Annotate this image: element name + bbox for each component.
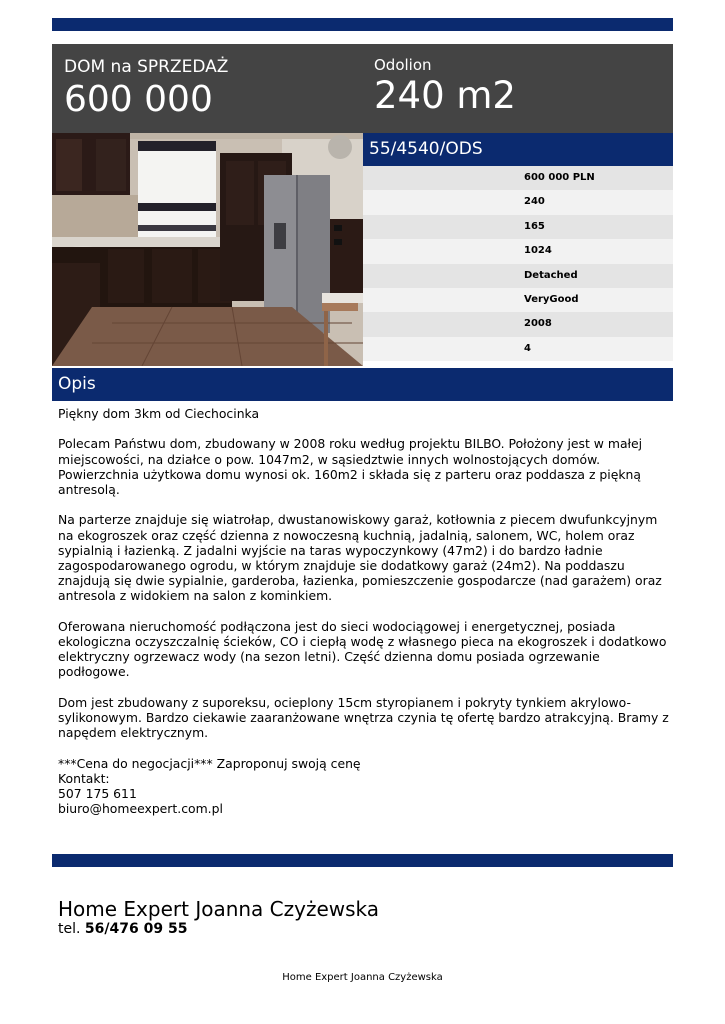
detail-price: 600 000 PLN [363, 166, 673, 190]
agent-phone: 56/476 09 55 [84, 921, 188, 937]
description-paragraph-1: Polecam Państwu dom, zbudowany w 2008 roku według projektu BILBO. Położony jest w małej miejscowości, na działce o pow. 1047m2, w sąsiedztwie innych wolnostojących domów. Powierzchnia użytkowa domu wynosi ok. 160m2 i składa się z parteru oraz poddasza z piękną antresolą. [58, 436, 643, 497]
detail-plot-area: 1024 [363, 239, 673, 263]
page-footer: Home Expert Joanna Czyżewska [282, 972, 443, 983]
details-table [363, 166, 673, 361]
detail-usable-area: 165 [363, 215, 673, 239]
top-accent-bar [52, 18, 673, 31]
contact-email: biuro@homeexpert.com.pl [58, 801, 223, 817]
listing-price: 600 000 [64, 79, 213, 120]
kitchen-photo-icon [52, 133, 363, 366]
listing-area: 240 m2 [374, 74, 516, 117]
description-negotiation: ***Cena do negocjacji*** Zaproponuj swoją cenę [58, 755, 361, 771]
header-left [64, 57, 228, 122]
agent-tel-label: tel. [58, 921, 81, 937]
description-paragraph-3: Oferowana nieruchomość podłączona jest do sieci wodociągowej i energetycznej, posiada ekologiczna oczyszczalnię ścieków, CO i ciepłą wodę z własnego pieca na ekogroszek i dodatkowo elektryczny ogrzewacz wody (na sezon letni). Część dzienna domu posiada ogrzewanie podłogowe. [58, 618, 667, 680]
detail-area: 240 [363, 190, 673, 214]
detail-condition: VeryGood [363, 288, 673, 312]
section-title: Opis [52, 368, 673, 401]
agent-phone-line [58, 921, 379, 938]
description-paragraph-4: Dom jest zbudowany z suporeksu, ocieplony 15cm styropianem i pokryty tynkiem akrylowo-sylikonowym. Bardzo ciekawie zaaranżowane wnętrza czynia tę ofertę bardzo atrakcyjną. Bramy z napędem elektrycznym. [58, 694, 669, 741]
listing-header [52, 44, 673, 133]
contact-label: Kontakt: [58, 770, 110, 786]
contact-phone: 507 175 611 [58, 786, 137, 801]
listing-city: Odolion [374, 56, 432, 74]
description [58, 406, 670, 816]
description-paragraph-2: Na parterze znajduje się wiatrołap, dwustanowiskowy garaż, kotłownia z piecem dwufunkcyjnym na ekogroszek oraz część dzienna z nowoczesną kuchnią, jadalnią, salonem, WC, holem oraz sypialnią i łazienką. Z jadalni wyjście na taras wypoczynkowy (47m2) i do bardzo ładnie zagospodarowanego ogrodu, w którym znajduje sie dodatkowy garaż (24m2). Na poddaszu znajdują się dwie sypialnie, garderoba, łazienka, pomieszczenie gospodarcze (nad garażem) oraz antresola z widokiem na salon z kominkiem. [58, 512, 662, 604]
header-right [374, 56, 516, 118]
detail-building-type: Detached [363, 264, 673, 288]
agent-name: Home Expert Joanna Czyżewska [58, 897, 380, 921]
detail-year-built: 2008 [363, 312, 673, 336]
reference-number: 55/4540/ODS [363, 133, 673, 166]
listing-type: DOM na SPRZEDAŻ [64, 57, 229, 77]
description-headline: Piękny dom 3km od Ciechocinka [58, 406, 260, 421]
detail-rooms: 4 [363, 337, 673, 361]
agent-block [58, 897, 379, 938]
kitchen-photo [52, 133, 363, 366]
bottom-accent-bar [52, 854, 673, 867]
